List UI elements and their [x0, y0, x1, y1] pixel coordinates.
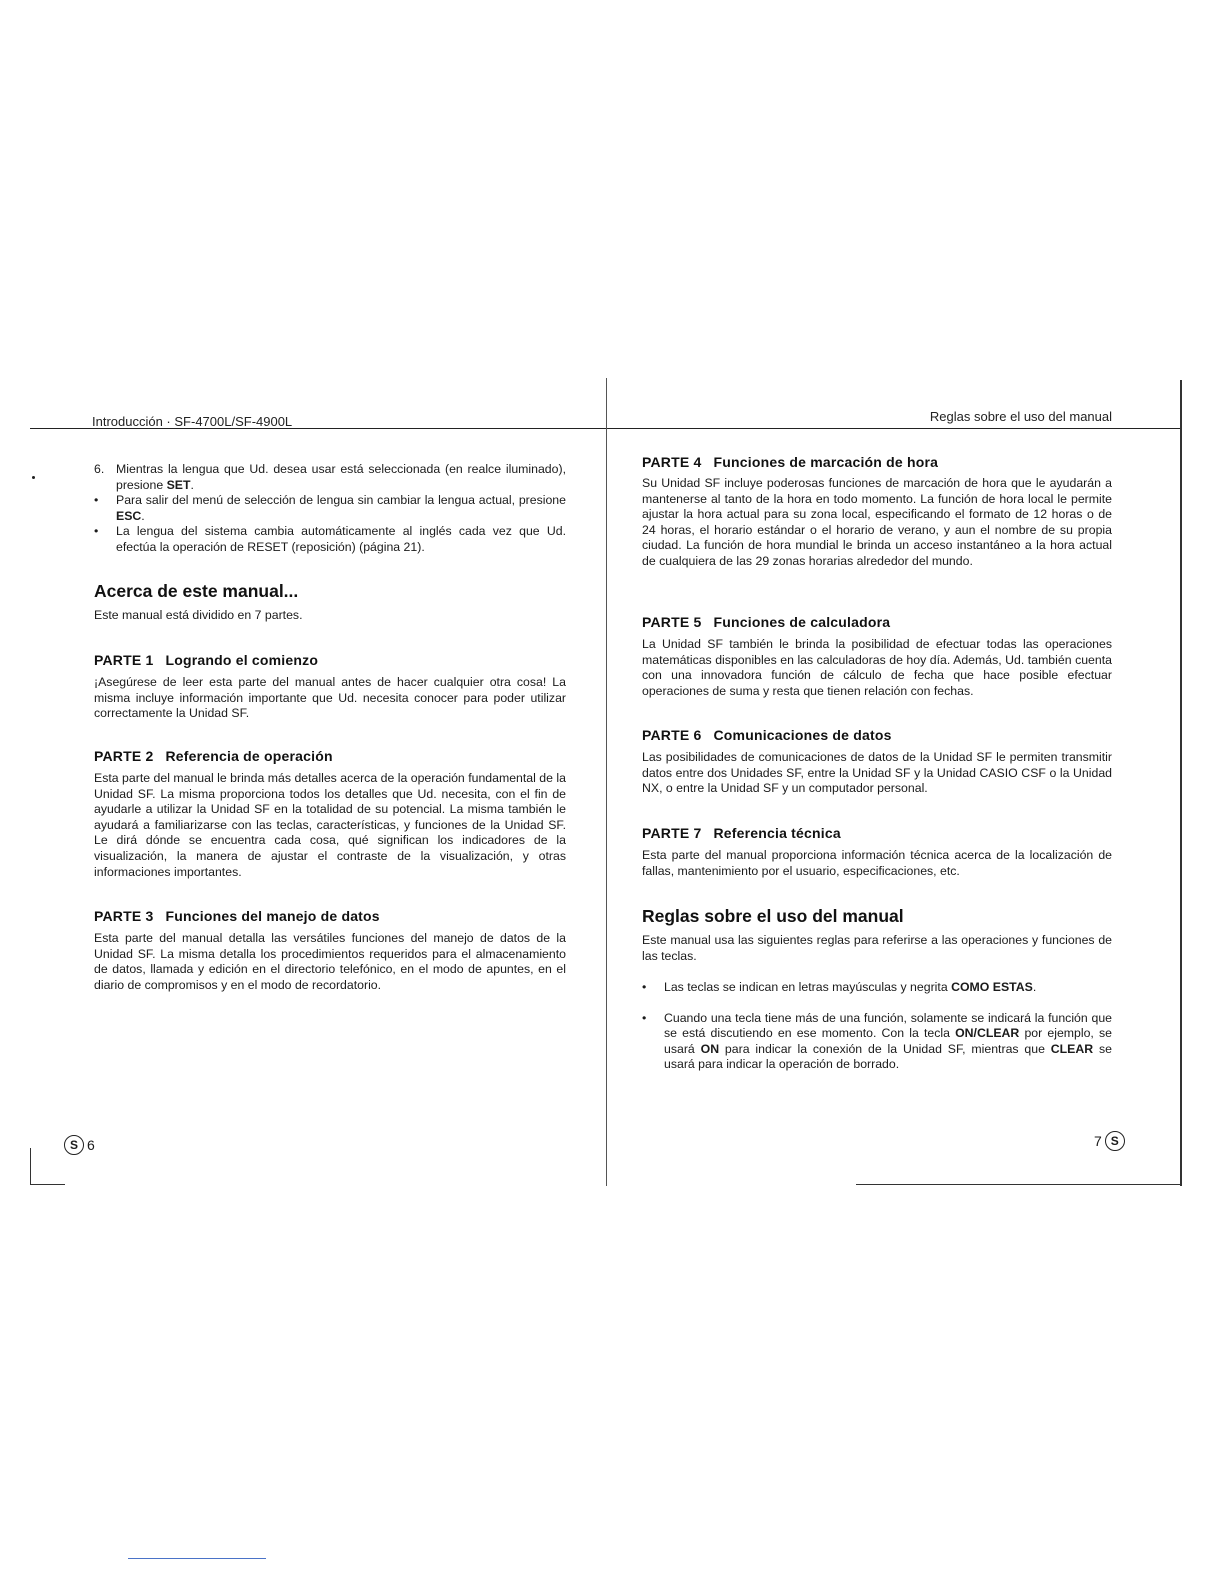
part-1-heading	[94, 652, 318, 668]
rule-text: para indicar la conexión de la Unidad SF, mientras que	[719, 1041, 1051, 1056]
rule-text: Cuando una tecla tiene más de una función, solamente se indicará la función que se está discutiendo en ese momento. Con la tecla	[664, 1010, 1112, 1041]
key-esc: ESC	[116, 508, 142, 523]
bullet-item	[94, 493, 566, 524]
part-4-text: Su Unidad SF incluye poderosas funciones de marcación de hora que le ayudarán a mantenerse al tanto de la hora en todo momento. La función de hora local le permite ajustar la hora actual para su zona local, especificando el formato de 12 horas o de 24 horas, el horario estándar o el horario de verano, y aun el nombre de su propia ciudad. La función de hora mundial le brinda un acceso instantáneo a la hora actual de cualquiera de las 29 zonas horarias alrededor del mundo.	[642, 476, 1112, 568]
part-title: Referencia de operación	[165, 748, 333, 764]
step-number: 6.	[94, 462, 105, 476]
bullet-text: La lengua del sistema cambia automáticamente al inglés cada vez que Ud. efectúa la operación de RESET (reposición) (página 21).	[116, 524, 566, 554]
right-bottom-edge	[856, 1184, 1180, 1185]
part-3-heading	[94, 908, 380, 924]
scan-dot	[32, 476, 35, 479]
part-title: Funciones del manejo de datos	[165, 908, 380, 924]
step-text: Mientras la lengua que Ud. desea usar está seleccionada (en realce iluminado), presione	[116, 462, 566, 492]
spanish-s-mark-icon: S	[64, 1135, 84, 1155]
rule-text-end: .	[1032, 980, 1037, 994]
part-number: PARTE 7	[642, 825, 702, 841]
part-number: PARTE 4	[642, 454, 702, 470]
left-bottom-edge	[30, 1184, 65, 1185]
part-7-text: Esta parte del manual proporciona información técnica acerca de la localización de fallas, mantenimiento por el usuario, especificaciones, etc.	[642, 848, 1112, 878]
right-page-number	[1094, 1131, 1125, 1151]
left-running-header: Introducción · SF-4700L/SF-4900L	[92, 414, 293, 429]
bullet-item	[94, 524, 566, 555]
part-2-heading	[94, 748, 333, 764]
part-number: PARTE 3	[94, 908, 154, 924]
right-page-edge	[1180, 380, 1182, 1186]
rule-text: se usará para indicar la operación de borrado.	[664, 1041, 1112, 1072]
left-page-edge	[30, 1148, 31, 1184]
about-text: Este manual está dividido en 7 partes.	[94, 608, 303, 622]
bullet-text: Para salir del menú de selección de lengua sin cambiar la lengua actual, presione	[116, 493, 566, 508]
key-clear: CLEAR	[1050, 1041, 1094, 1056]
part-number: PARTE 1	[94, 652, 154, 668]
rules-list	[642, 980, 1112, 1073]
part-6-heading	[642, 727, 892, 743]
part-title: Referencia técnica	[713, 825, 841, 841]
bullet-end: .	[141, 508, 145, 523]
rules-heading: Reglas sobre el uso del manual	[642, 906, 904, 926]
part-title: Funciones de marcación de hora	[713, 454, 939, 470]
part-number: PARTE 2	[94, 748, 154, 764]
rule-bullet	[642, 980, 1112, 996]
part-6-text: Las posibilidades de comunicaciones de datos de la Unidad SF le permiten transmitir datos entre dos Unidades SF, entre la Unidad SF y la Unidad CASIO CSF o la Unidad NX, o entre la Unidad SF y un computador personal.	[642, 750, 1112, 796]
spanish-s-mark-icon: S	[1105, 1131, 1125, 1151]
rules-text: Este manual usa las siguientes reglas para referirse a las operaciones y funciones de las teclas.	[642, 933, 1112, 963]
part-title: Funciones de calculadora	[713, 614, 891, 630]
right-running-header: Reglas sobre el uso del manual	[929, 409, 1112, 424]
part-title: Logrando el comienzo	[165, 652, 319, 668]
part-5-heading	[642, 614, 890, 630]
key-example: COMO ESTAS	[951, 980, 1033, 994]
part-5-text: La Unidad SF también le brinda la posibilidad de efectuar todas las operaciones matemáticas disponibles en las calculadoras de hoy día. Además, Ud. también cuenta con una innovadora función de cálculo de fecha que hace posible efectuar operaciones de suma y resta que tienen relación con fechas.	[642, 637, 1112, 698]
part-number: PARTE 6	[642, 727, 702, 743]
part-1-text: ¡Asegúrese de leer esta parte del manual antes de hacer cualquier otra cosa! La misma incluye información importante que Ud. necesita conocer para poder utilizar correctamente la Unidad SF.	[94, 675, 566, 721]
rule-bullet	[642, 1011, 1112, 1073]
right-header-rule	[606, 428, 1180, 429]
rules-bullets	[642, 980, 1112, 1073]
rule-text: por ejemplo, se usará	[664, 1026, 1112, 1056]
step-end: .	[190, 477, 194, 492]
page-number-text: 7	[1094, 1133, 1102, 1149]
part-number: PARTE 5	[642, 614, 702, 630]
key-on-clear: ON/CLEAR	[955, 1026, 1020, 1041]
step-6	[94, 462, 566, 493]
part-4-heading	[642, 454, 938, 470]
intro-bullets	[94, 493, 566, 555]
page-number-text: 6	[87, 1137, 95, 1153]
about-heading: Acerca de este manual...	[94, 581, 299, 601]
part-title: Comunicaciones de datos	[713, 727, 892, 743]
rule-text: Las teclas se indican en letras mayúsculas y negrita	[664, 980, 952, 994]
left-page-number	[64, 1135, 95, 1155]
key-set: SET	[166, 477, 191, 492]
key-on: ON	[700, 1041, 720, 1056]
part-2-text: Esta parte del manual le brinda más detalles acerca de la operación fundamental de la Unidad SF. La misma proporciona todos los detalles que Ud. necesita, con el fin de ayudarle a utilizar la Unidad SF en la totalidad de su potencial. La misma también le ayudará a familiarizarse con las teclas, características, y funciones de la Unidad SF. Le dirá dónde se encuentra cada cosa, qué significan los indicadores de la visualización, la manera de ajustar el contraste de la visualización, y otras informaciones importantes.	[94, 771, 566, 879]
intro-steps	[94, 462, 566, 556]
scan-artifact-line	[128, 1558, 266, 1559]
book-spine	[606, 378, 607, 1186]
part-3-text: Esta parte del manual detalla las versátiles funciones del manejo de datos de la Unidad SF. La misma detalla los procedimientos requeridos para el almacenamiento de datos, llamada y edición en el directorio telefónico, en el modo de apuntes, en el diario de compromisos y en el modo de recordatorio.	[94, 931, 566, 992]
part-7-heading	[642, 825, 841, 841]
